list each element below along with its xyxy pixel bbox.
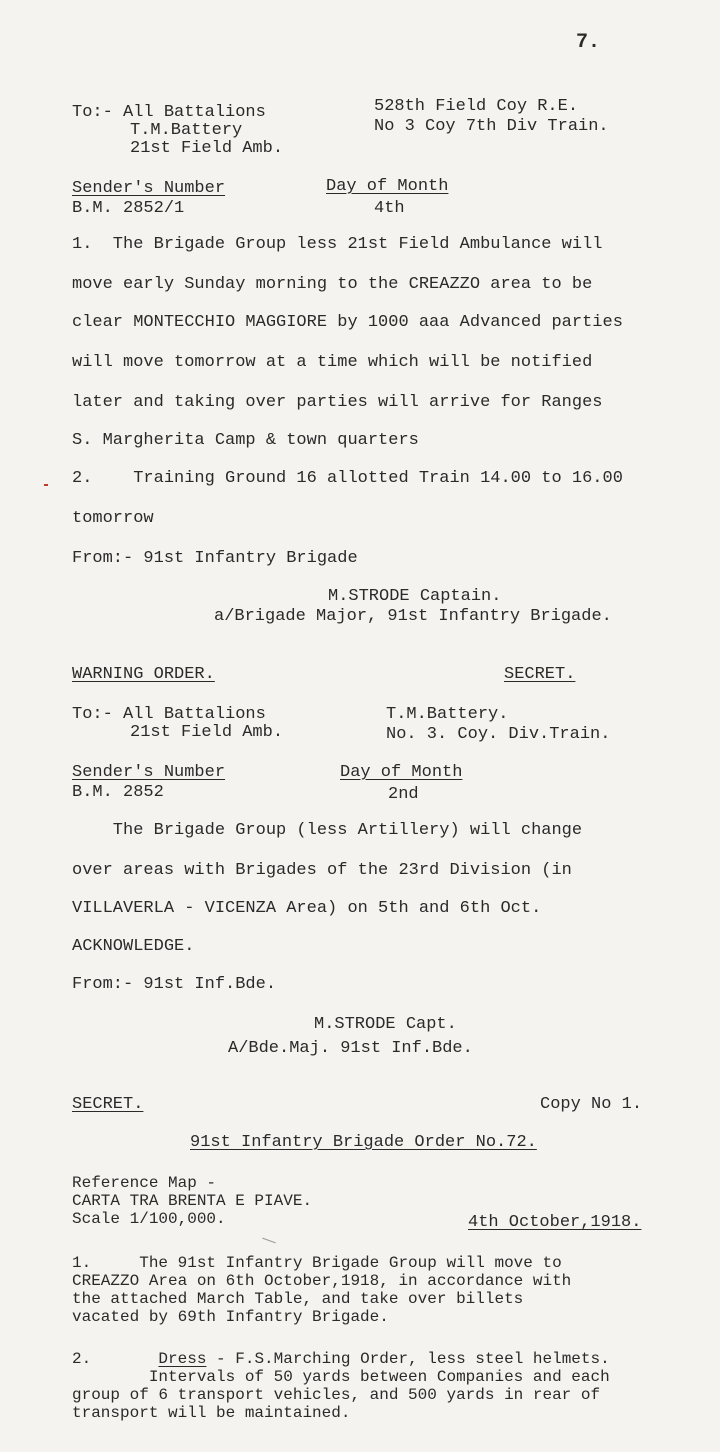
msg1-line-7: 2. Training Ground 16 allotted Train 14.00 to 16.00: [72, 469, 623, 488]
page-number: 7.: [576, 31, 601, 54]
msg2-day-value: 2nd: [388, 785, 419, 804]
order-para2-heading: Dress: [158, 1350, 207, 1368]
msg1-signature-name: M.STRODE Captain.: [328, 587, 502, 606]
msg1-to-left-3: 21st Field Amb.: [130, 139, 284, 158]
msg2-line-1: The Brigade Group (less Artillery) will change: [72, 821, 583, 840]
msg1-line-6: S. Margherita Camp & town quarters: [72, 431, 419, 450]
msg2-line-3: VILLAVERLA - VICENZA Area) on 5th and 6th Oct.: [72, 899, 542, 918]
msg1-to-right-1: 528th Field Coy R.E.: [374, 97, 579, 116]
msg1-to-left-1: To:- All Battalions: [72, 103, 266, 122]
order-title: 91st Infantry Brigade Order No.72.: [190, 1133, 537, 1152]
msg1-line-2: move early Sunday morning to the CREAZZO area to be: [72, 275, 593, 294]
msg1-sender-value: B.M. 2852/1: [72, 199, 185, 218]
msg2-line-4: ACKNOWLEDGE.: [72, 937, 195, 956]
order-date: 4th October,1918.: [468, 1213, 642, 1232]
order-ref-1: Reference Map -: [72, 1174, 217, 1192]
msg1-line-8: tomorrow: [72, 509, 154, 528]
msg1-sender-label: Sender's Number: [72, 179, 226, 198]
msg2-to-right-2: No. 3. Coy. Div.Train.: [386, 725, 611, 744]
msg2-sender-label: Sender's Number: [72, 763, 226, 782]
order-para2-number: 2.: [72, 1350, 92, 1368]
msg1-line-5: later and taking over parties will arrive for Ranges: [72, 393, 603, 412]
order-para2-line-4: transport will be maintained.: [72, 1404, 351, 1422]
order-para1-line-1: 1. The 91st Infantry Brigade Group will move to: [72, 1254, 562, 1272]
msg2-to-left-1: To:- All Battalions: [72, 705, 266, 724]
msg2-signature-title: A/Bde.Maj. 91st Inf.Bde.: [228, 1039, 473, 1058]
ink-mark: [44, 484, 48, 486]
order-para2-first: - F.S.Marching Order, less steel helmets.: [206, 1350, 610, 1368]
msg2-to-right-1: T.M.Battery.: [386, 705, 509, 724]
order-secret: SECRET.: [72, 1095, 144, 1114]
msg1-day-label: Day of Month: [326, 177, 449, 196]
msg1-signature-title: a/Brigade Major, 91st Infantry Brigade.: [214, 607, 612, 626]
order-ref-3: Scale 1/100,000.: [72, 1210, 226, 1228]
order-para1-line-4: vacated by 69th Infantry Brigade.: [72, 1308, 389, 1326]
msg1-line-3: clear MONTECCHIO MAGGIORE by 1000 aaa Advanced parties: [72, 313, 623, 332]
msg2-line-5: From:- 91st Inf.Bde.: [72, 975, 277, 994]
msg2-day-label: Day of Month: [340, 763, 463, 782]
msg2-secret: SECRET.: [504, 665, 576, 684]
msg1-to-left-2: T.M.Battery: [130, 121, 243, 140]
msg2-title: WARNING ORDER.: [72, 665, 215, 684]
order-para2-line-3: group of 6 transport vehicles, and 500 yards in rear of: [72, 1386, 601, 1404]
msg2-signature-name: M.STRODE Capt.: [314, 1015, 457, 1034]
order-para1-line-3: the attached March Table, and take over billets: [72, 1290, 524, 1308]
order-ref-2: CARTA TRA BRENTA E PIAVE.: [72, 1192, 313, 1210]
msg1-line-1: 1. The Brigade Group less 21st Field Ambulance will: [72, 235, 603, 254]
msg2-sender-value: B.M. 2852: [72, 783, 164, 802]
msg1-day-value: 4th: [374, 199, 405, 218]
msg1-to-right-2: No 3 Coy 7th Div Train.: [374, 117, 609, 136]
pencil-mark: [262, 1238, 275, 1244]
order-copy-number: Copy No 1.: [540, 1095, 643, 1114]
msg1-line-9: From:- 91st Infantry Brigade: [72, 549, 358, 568]
order-para1-line-2: CREAZZO Area on 6th October,1918, in accordance with: [72, 1272, 572, 1290]
msg2-to-left-2: 21st Field Amb.: [130, 723, 284, 742]
order-para2-line-2: Intervals of 50 yards between Companies and each: [72, 1368, 610, 1386]
msg1-line-4: will move tomorrow at a time which will be notified: [72, 353, 593, 372]
order-para2-line-1: [72, 1350, 610, 1368]
msg2-line-2: over areas with Brigades of the 23rd Division (in: [72, 861, 572, 880]
